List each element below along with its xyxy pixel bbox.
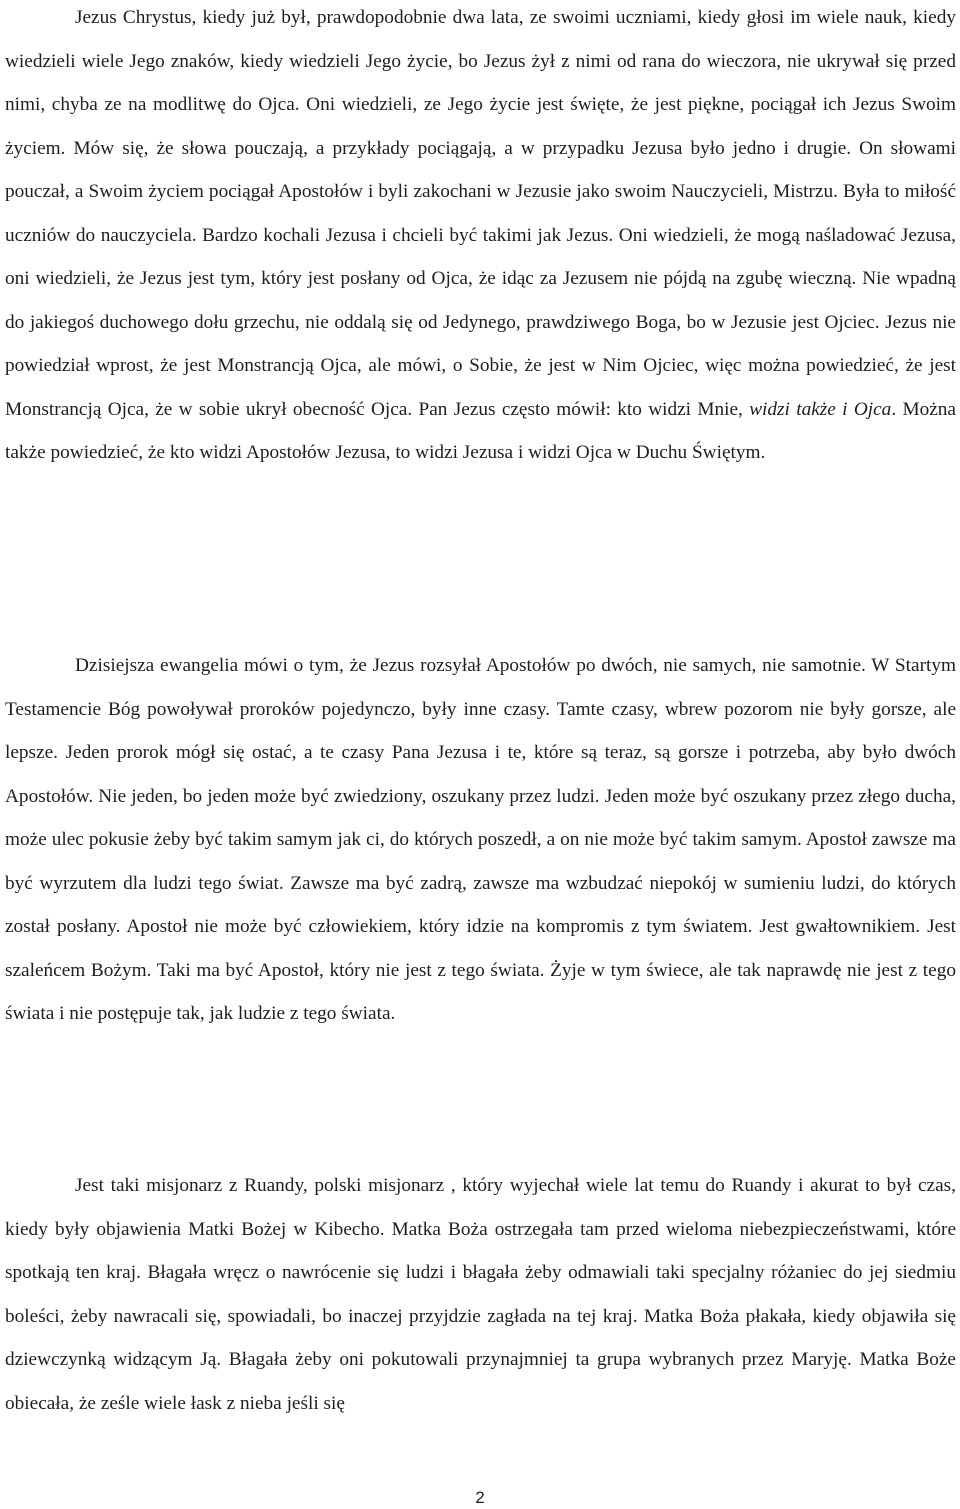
page-number: 2 [475,1488,485,1507]
paragraph-3: Jest taki misjonarz z Ruandy, polski misjonarz , który wyjechał wiele lat temu do Ruandy i akurat to był czas, kiedy były objawienia Matki Bożej w Kibecho. Matka Boża ostrzegała tam przed wieloma niebezpieczeństwami, które spotkają ten kraj. Błagała wręcz o nawrócenie się ludzi i błagała żeby odmawiali taki specjalny różaniec do jej siedmiu boleści, żeby nawracali się, spowiadali, bo inaczej przyjdzie zagłada na tej kraj. Matka Boża płakała, kiedy objawiła się dziewczynką widzącym Ją. Błagała żeby oni pokutowali przynajmniej ta grupa wybranych przez Maryję. Matka Boże obiecała, że ześle wiele łask z nieba jeśli się [5,1175,956,1414]
paragraph-1-quote: widzi także i Ojca [749,398,892,420]
paragraph-1-text-end: . Można także powiedzieć, że kto widzi Apostołów Jezusa, to widzi Jezusa i widzi Ojca w Duchu Świętym. [5,398,956,464]
paragraph-1-text: Jezus Chrystus, kiedy już był, prawdopodobnie dwa lata, ze swoimi uczniami, kiedy głosi im wiele nauk, kiedy wiedzieli wiele Jego znaków, kiedy wiedzieli Jego życie, bo Jezus żył z nimi od rana do wieczora, nie ukrywał się przed nimi, chyba ze na modlitwę do Ojca. Oni wiedzieli, ze Jego życie jest święte, że jest piękne, pociągał ich Jezus Swoim życiem. Mów się, że słowa pouczają, a przykłady pociągają, a w przypadku Jezusa było jedno i drugie. On słowami pouczał, a Swoim życiem pociągał Apostołów i byli zakochani w Jezusie jako swoim Nauczycieli, Mistrzu. Była to miłość uczniów do nauczyciela. Bardzo kochali Jezusa i chcieli być takimi jak Jezus. Oni wiedzieli, że mogą naśladować Jezusa, oni wiedzieli, że Jezus jest tym, który jest posłany od Ojca, że idąc za Jezusem nie pójdą na zgubę wieczną. Nie wpadną do jakiegoś duchowego dołu grzechu, nie oddalą się od Jedynego, prawdziwego Boga, bo w Jezusie jest Ojciec. Jezus nie powiedział wprost, że jest Monstrancją Ojca, ale mówi, o Sobie, że jest w Nim Ojciec, więc można powiedzieć, że jest Monstrancją Ojca, że w sobie ukrył obecność Ojca. Pan Jezus często mówił: kto widzi Mnie, [5,7,956,420]
document-page [5,0,956,1509]
paragraph-1 [5,0,956,475]
paragraph-2: Dzisiejsza ewangelia mówi o tym, że Jezus rozsyłał Apostołów po dwóch, nie samych, nie samotnie. W Startym Testamencie Bóg powoływał proroków pojedynczo, były inne czasy. Tamte czasy, wbrew pozorom nie były gorsze, ale lepsze. Jeden prorok mógł się ostać, a te czasy Pana Jezusa i te, które są teraz, są gorsze i potrzeba, aby było dwóch Apostołów. Nie jeden, bo jeden może być zwiedziony, oszukany przez ludzi. Jeden może być oszukany przez złego ducha, może ulec pokusie żeby być takim samym jak ci, do których poszedł, a on nie może być takim samym. Apostoł zawsze ma być wyrzutem dla ludzi tego świat. Zawsze ma być zadrą, zawsze ma wzbudzać niepokój w sumieniu ludzi, do których został posłany. Apostoł nie może być człowiekiem, który idzie na kompromis z tym światem. Jest gwałtownikiem. Jest szaleńcem Bożym. Taki ma być Apostoł, który nie jest z tego świata. Żyje w tym świece, ale tak naprawdę nie jest z tego świata i nie postępuje tak, jak ludzie z tego świata. [5,655,956,1025]
